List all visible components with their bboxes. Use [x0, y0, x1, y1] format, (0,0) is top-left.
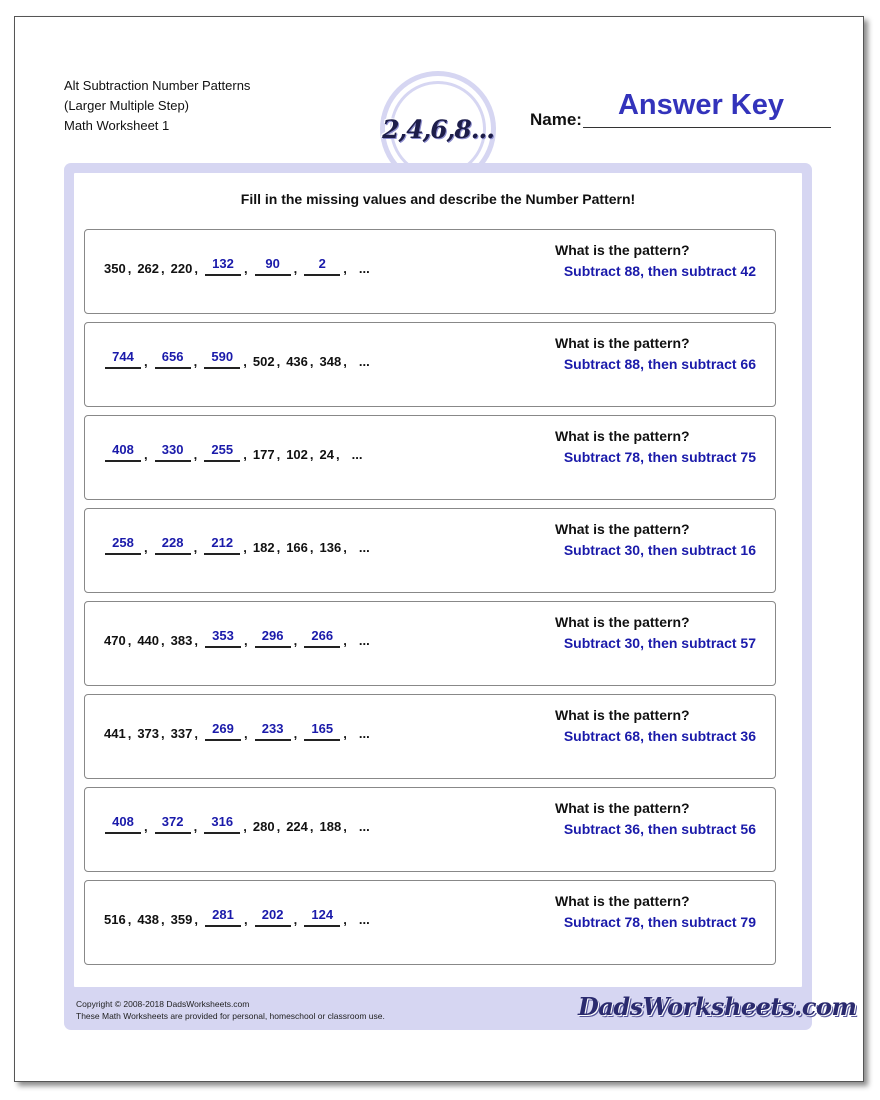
term-separator: , — [127, 633, 132, 648]
pattern-answer: Subtract 78, then subtract 75 — [563, 449, 756, 465]
name-label: Name: — [530, 110, 582, 129]
answer-blank: 372 — [155, 814, 191, 834]
term-separator: , — [144, 819, 148, 834]
title-line: Math Worksheet 1 — [64, 118, 170, 133]
number-sequence — [103, 628, 371, 648]
title-line: (Larger Multiple Step) — [64, 98, 189, 113]
sequence-ellipsis: ... — [358, 726, 370, 741]
instructions: Fill in the missing values and describe the Number Pattern! — [240, 191, 636, 207]
pattern-question: What is the pattern? — [555, 893, 690, 909]
term-separator: , — [161, 912, 165, 927]
number-sequence — [103, 721, 371, 741]
given-term: 166 — [286, 540, 308, 555]
answer-blank: 330 — [155, 442, 191, 462]
answer-blank: 353 — [205, 628, 241, 648]
pattern-answer: Subtract 68, then subtract 36 — [563, 728, 756, 744]
term-separator: , — [194, 633, 198, 648]
given-term: 438 — [137, 912, 160, 927]
pattern-answer: Subtract 30, then subtract 57 — [563, 635, 756, 651]
pattern-answer: Subtract 36, then subtract 56 — [563, 821, 756, 837]
answer-blank: 269 — [205, 721, 241, 741]
given-term: 182 — [252, 540, 275, 555]
term-separator: , — [309, 447, 314, 462]
term-separator: , — [276, 540, 281, 555]
sequence-ellipsis: ... — [358, 912, 370, 927]
term-separator: , — [343, 726, 347, 741]
given-term: 188 — [319, 819, 342, 834]
sequence-ellipsis: ... — [358, 633, 370, 648]
answer-blank: 212 — [204, 535, 240, 555]
term-separator: , — [276, 354, 281, 369]
number-sequence — [103, 442, 363, 462]
number-sequence — [103, 907, 371, 927]
footer-copyright — [76, 998, 385, 1022]
term-separator: , — [194, 261, 198, 276]
pattern-question: What is the pattern? — [555, 800, 690, 816]
answer-blank: 744 — [105, 349, 141, 369]
sequence-ellipsis: ... — [358, 354, 370, 369]
given-term: 359 — [170, 912, 193, 927]
term-separator: , — [127, 726, 132, 741]
answer-blank: 296 — [255, 628, 291, 648]
given-term: 373 — [137, 726, 160, 741]
term-separator: , — [343, 540, 347, 555]
term-separator: , — [193, 447, 198, 462]
given-term: 440 — [137, 633, 160, 648]
answer-blank: 132 — [205, 256, 241, 276]
term-separator: , — [161, 261, 165, 276]
sequence-ellipsis: ... — [358, 819, 370, 834]
term-separator: , — [276, 447, 281, 462]
problem-box — [84, 601, 776, 686]
given-term: 383 — [170, 633, 193, 648]
answer-blank: 90 — [255, 256, 291, 276]
sequence-ellipsis: ... — [358, 261, 370, 276]
given-term: 348 — [319, 354, 342, 369]
term-separator: , — [243, 819, 247, 834]
given-term: 102 — [286, 447, 308, 462]
given-term: 177 — [252, 447, 275, 462]
problem-box — [84, 787, 776, 872]
term-separator: , — [293, 633, 298, 648]
pattern-answer: Subtract 88, then subtract 42 — [563, 263, 756, 279]
given-term: 502 — [252, 354, 275, 369]
given-term: 350 — [104, 261, 126, 276]
problem-box — [84, 508, 776, 593]
worksheet-title — [64, 76, 250, 136]
problem-box — [84, 880, 776, 965]
given-term: 220 — [170, 261, 193, 276]
term-separator: , — [293, 726, 298, 741]
pattern-question: What is the pattern? — [555, 428, 690, 444]
term-separator: , — [127, 261, 132, 276]
pattern-question: What is the pattern? — [555, 614, 690, 630]
problem-box — [84, 415, 776, 500]
term-separator: , — [144, 540, 148, 555]
term-separator: , — [161, 726, 165, 741]
term-separator: , — [336, 447, 340, 462]
answer-blank: 408 — [105, 442, 141, 462]
logo-text: 2,4,6,8... — [382, 114, 494, 144]
term-separator: , — [243, 261, 248, 276]
given-term: 516 — [104, 912, 126, 927]
term-separator: , — [144, 447, 148, 462]
given-term: 262 — [137, 261, 160, 276]
given-term: 136 — [319, 540, 342, 555]
answer-blank: 408 — [105, 814, 141, 834]
term-separator: , — [343, 633, 347, 648]
pattern-answer: Subtract 88, then subtract 66 — [563, 356, 756, 372]
term-separator: , — [193, 354, 198, 369]
term-separator: , — [243, 540, 247, 555]
given-term: 224 — [286, 819, 308, 834]
term-separator: , — [309, 540, 314, 555]
problem-box — [84, 229, 776, 314]
term-separator: , — [293, 912, 298, 927]
given-term: 24 — [319, 447, 334, 462]
term-separator: , — [276, 819, 281, 834]
pattern-question: What is the pattern? — [555, 335, 690, 351]
pattern-answer: Subtract 78, then subtract 79 — [563, 914, 756, 930]
pattern-question: What is the pattern? — [555, 707, 690, 723]
term-separator: , — [243, 354, 247, 369]
pattern-question: What is the pattern? — [555, 521, 690, 537]
usage-notice: These Math Worksheets are provided for personal, homeschool or classroom use. — [76, 1011, 385, 1021]
answer-blank: 202 — [255, 907, 291, 927]
term-separator: , — [243, 447, 247, 462]
term-separator: , — [161, 633, 165, 648]
sequence-ellipsis: ... — [358, 540, 370, 555]
number-sequence — [103, 535, 371, 555]
number-sequence — [103, 814, 371, 834]
sequence-ellipsis: ... — [351, 447, 363, 462]
problem-box — [84, 694, 776, 779]
given-term: 436 — [286, 354, 308, 369]
answer-blank: 316 — [204, 814, 240, 834]
name-line — [583, 127, 831, 128]
given-term: 441 — [104, 726, 126, 741]
term-separator: , — [343, 819, 347, 834]
term-separator: , — [343, 912, 347, 927]
pattern-question: What is the pattern? — [555, 242, 690, 258]
answer-blank: 233 — [255, 721, 291, 741]
problem-box — [84, 322, 776, 407]
given-term: 280 — [252, 819, 275, 834]
term-separator: , — [193, 540, 198, 555]
term-separator: , — [194, 726, 198, 741]
given-term: 337 — [170, 726, 193, 741]
title-line: Alt Subtraction Number Patterns — [64, 78, 251, 93]
answer-blank: 124 — [304, 907, 340, 927]
answer-blank: 656 — [155, 349, 191, 369]
answer-blank: 228 — [155, 535, 191, 555]
term-separator: , — [243, 912, 248, 927]
number-sequence — [103, 256, 371, 276]
term-separator: , — [193, 819, 198, 834]
answer-blank: 2 — [304, 256, 340, 276]
term-separator: , — [343, 354, 347, 369]
answer-blank: 258 — [105, 535, 141, 555]
answer-blank: 266 — [304, 628, 340, 648]
term-separator: , — [309, 819, 314, 834]
number-sequence — [103, 349, 371, 369]
answer-key-heading: Answer Key — [617, 89, 784, 121]
answer-blank: 590 — [204, 349, 240, 369]
copyright-text: Copyright © 2008-2018 DadsWorksheets.com — [76, 999, 250, 1009]
answer-blank: 255 — [204, 442, 240, 462]
term-separator: , — [194, 912, 198, 927]
term-separator: , — [243, 633, 248, 648]
dadsworksheets-logo: DadsWorksheets.com — [578, 992, 857, 1021]
term-separator: , — [293, 261, 298, 276]
term-separator: , — [144, 354, 148, 369]
term-separator: , — [127, 912, 132, 927]
term-separator: , — [343, 261, 347, 276]
answer-blank: 281 — [205, 907, 241, 927]
pattern-answer: Subtract 30, then subtract 16 — [563, 542, 756, 558]
term-separator: , — [243, 726, 248, 741]
answer-blank: 165 — [304, 721, 340, 741]
given-term: 470 — [104, 633, 126, 648]
term-separator: , — [309, 354, 314, 369]
